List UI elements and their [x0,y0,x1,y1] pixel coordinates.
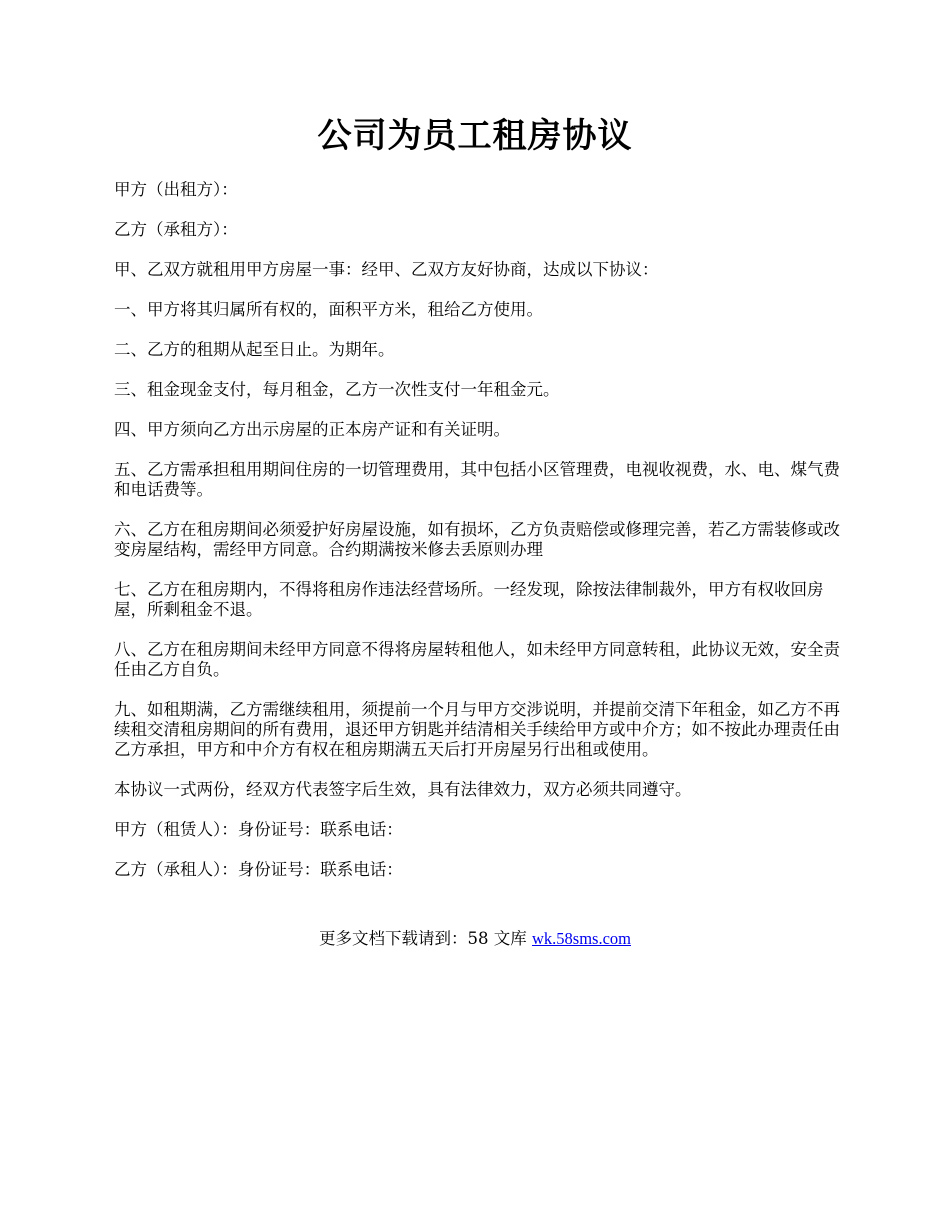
lessee-signature-line: 乙方（承租人）：身份证号：联系电话： [114,860,403,879]
lessor-signature-line: 甲方（租赁人）：身份证号：联系电话： [114,820,403,839]
clause-2: 二、乙方的租期从起至日止。为期年。 [114,340,395,359]
clause-9: 九、如租期满，乙方需继续租用，须提前一个月与甲方交涉说明，并提前交清下年租金，如乙方不再续租交清租房期间的所有费用，退还甲方钥匙并结清相关手续给甲方或中介方；如不按此办理责任由乙方承担，甲方和中介方有权在租房期满五天后打开房屋另行出租或使用。 [114,700,840,759]
clause-4: 四、甲方须向乙方出示房屋的正本房产证和有关证明。 [114,420,510,439]
clause-5: 五、乙方需承担租用期间住房的一切管理费用，其中包括小区管理费，电视收视费，水、电、煤气费和电话费等。 [114,460,840,499]
document-title: 公司为员工租房协议 [317,116,633,156]
download-footer [0,928,950,950]
footer-link[interactable]: wk.58sms.com [532,929,631,948]
clause-7: 七、乙方在租房期内，不得将租房作违法经营场所。一经发现，除按法律制裁外，甲方有权收回房屋，所剩租金不退。 [114,580,824,619]
clause-3: 三、租金现金支付，每月租金，乙方一次性支付一年租金元。 [114,380,560,399]
closing-paragraph: 本协议一式两份，经双方代表签字后生效，具有法律效力，双方必须共同遵守。 [114,780,692,799]
clause-1: 一、甲方将其归属所有权的，面积平方米，租给乙方使用。 [114,300,543,319]
clause-8: 八、乙方在租房期间未经甲方同意不得将房屋转租他人，如未经甲方同意转租，此协议无效，安全责任由乙方自负。 [114,640,840,679]
preamble-paragraph: 甲、乙双方就租用甲方房屋一事：经甲、乙双方友好协商，达成以下协议： [114,260,659,279]
party-b-line: 乙方（承租方）： [114,220,238,239]
party-a-line: 甲方（出租方）： [114,180,238,199]
document-body [114,180,844,900]
footer-text: 更多文档下载请到：58 文库 [319,929,532,948]
clause-6: 六、乙方在租房期间必须爱护好房屋设施，如有损坏，乙方负责赔偿或修理完善，若乙方需装修或改变房屋结构，需经甲方同意。合约期满按米修去丢原则办理 [114,520,840,559]
